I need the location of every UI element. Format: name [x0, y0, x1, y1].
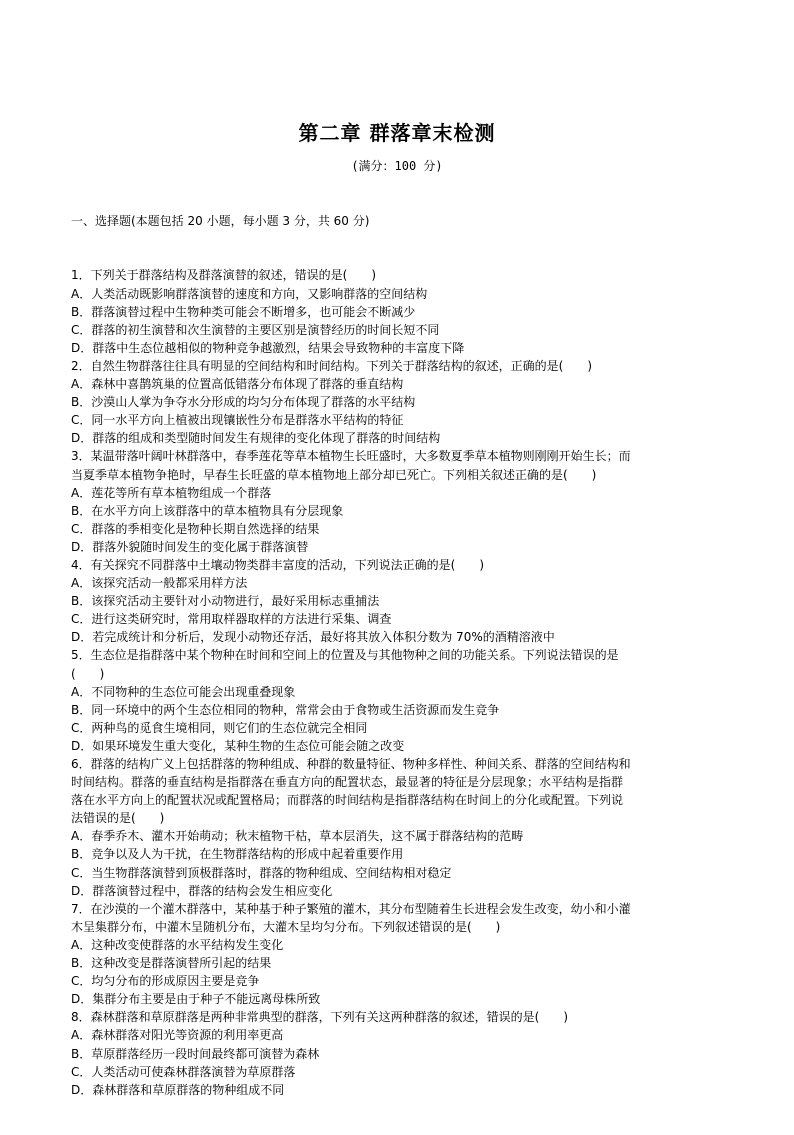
text-line: A．人类活动既影响群落演替的速度和方向，又影响群落的空间结构	[71, 286, 428, 301]
text-line: A．这种改变使群落的水平结构发生变化	[71, 937, 284, 952]
text-line: D．群落的组成和类型随时间发生有规律的变化体现了群落的时间结构	[71, 431, 441, 446]
text-line: A．春季乔木、灌木开始萌动；秋末植物干枯，草本层消失，这不属于群落结构的范畴	[71, 829, 524, 844]
text-line: 法错误的是( )	[71, 811, 165, 826]
text-line: A．莲花等所有草本植物组成一个群落	[71, 485, 272, 500]
text-line: 2．自然生物群落往往具有明显的空间结构和时间结构。下列关于群落结构的叙述，正确的是( )	[71, 358, 593, 373]
text-line: A．该探究活动一般都采用样方法	[71, 576, 248, 591]
text-line: D．集群分布主要是由于种子不能远离母株所致	[71, 992, 321, 1007]
text-line: 当夏季草本植物争艳时，早春生长旺盛的草本植物地上部分却已死亡。下列相关叙述正确的是( )	[71, 467, 597, 482]
text-line: B．这种改变是群落演替所引起的结果	[71, 956, 272, 971]
text-line: C．群落的季相变化是物种长期自然选择的结果	[71, 521, 320, 536]
text-line: C．群落的初生演替和次生演替的主要区别是演替经历的时间长短不同	[71, 322, 440, 337]
text-line: A．森林群落对阳光等资源的利用率更高	[71, 1028, 284, 1043]
text-line: 6．群落的结构广义上包括群落的物种组成、种群的数量特征、物种多样性、种间关系、群落的空间结构和	[71, 757, 631, 771]
score-note: (满分：100 分)	[351, 159, 443, 173]
text-line: 8．森林群落和草原群落是两种非常典型的群落，下列有关这两种群落的叙述，错误的是( )	[71, 1010, 569, 1025]
text-line: 7．在沙漠的一个灌木群落中，某种基于种子繁殖的灌木，其分布型随着生长进程会发生改变，幼小和小灌	[71, 901, 631, 916]
text-line: D．群落演替过程中，群落的结构会发生相应变化	[71, 883, 333, 898]
text-line: C．两种鸟的觅食生境相同，则它们的生态位就完全相同	[71, 720, 368, 735]
text-line: D．森林群落和草原群落的物种组成不同	[71, 1082, 285, 1097]
text-line: D．若完成统计和分析后，发现小动物还存活，最好将其放入体积分数为 70%的酒精溶液中	[71, 630, 555, 645]
text-line: A．不同物种的生态位可能会出现重叠现象	[71, 684, 296, 699]
text-line: 5．生态位是指群落中某个物种在时间和空间上的位置及与其他物种之间的功能关系。下列说法错误的是	[71, 648, 619, 663]
text-line: C．均匀分布的形成原因主要是竞争	[71, 974, 260, 989]
text-line: C．人类活动可使森林群落演替为草原群落	[71, 1064, 296, 1079]
text-line: D．如果环境发生重大变化，某种生物的生态位可能会随之改变	[71, 738, 405, 753]
text-line: B．沙漠山人掌为争夺水分形成的均匀分布体现了群落的水平结构	[71, 395, 416, 410]
text-line: A．森林中喜鹊筑巢的位置高低错落分布体现了群落的垂直结构	[71, 377, 404, 392]
text-line: 落在水平方向上的配置状况或配置格局；而群落的时间结构是指群落结构在时间上的分化或配置。下列说	[71, 793, 624, 808]
text-line: B．竞争以及人为干扰，在生物群落结构的形成中起着重要作用	[71, 847, 404, 862]
text-line: 3．某温带落叶阔叶林群落中，春季莲花等草本植物生长旺盛时，大多数夏季草本植物则刚刚开始生长；而	[71, 449, 631, 464]
text-line: B．该探究活动主要针对小动物进行，最好采用标志重捕法	[71, 594, 380, 609]
document-title: 第二章 群落章末检测	[298, 121, 496, 145]
section-heading: 一、选择题(本题包括 20 小题，每小题 3 分，共 60 分)	[71, 214, 370, 229]
text-line: C．当生物群落演替到顶极群落时，群落的物种组成、空间结构相对稳定	[71, 865, 452, 880]
text-line: C．进行这类研究时，常用取样器取样的方法进行采集、调查	[71, 612, 392, 627]
text-line: ( )	[71, 666, 105, 681]
text-line: B．草原群落经历一段时间最终都可演替为森林	[71, 1046, 320, 1061]
text-line: B．在水平方向上该群落中的草本植物具有分层现象	[71, 503, 344, 518]
question-lines	[71, 266, 723, 1098]
text-line: C．同一水平方向上植被出现镶嵌性分布是群落水平结构的特征	[71, 413, 404, 428]
text-line: B．群落演替过程中生物种类可能会不断增多，也可能会不断减少	[71, 304, 416, 319]
text-line: 时间结构。群落的垂直结构是指群落在垂直方向的配置状态，最显著的特征是分层现象；水平结构是指群	[71, 775, 624, 790]
text-line: 木呈集群分布，中灌木呈随机分布，大灌木呈均匀分布。下列叙述错误的是( )	[71, 919, 501, 934]
text-line: 1．下列关于群落结构及群落演替的叙述，错误的是( )	[71, 268, 377, 283]
text-line: D．群落中生态位越相似的物种竞争越激烈，结果会导致物种的丰富度下降	[71, 340, 465, 355]
text-line: 4．有关探究不同群落中土壤动物类群丰富度的活动，下列说法正确的是( )	[71, 557, 485, 572]
text-line: B．同一环境中的两个生态位相同的物种，常常会由于食物或生活资源而发生竞争	[71, 702, 500, 717]
text-line: D．群落外貌随时间发生的变化属于群落演替	[71, 539, 309, 554]
question-body	[71, 176, 723, 1135]
